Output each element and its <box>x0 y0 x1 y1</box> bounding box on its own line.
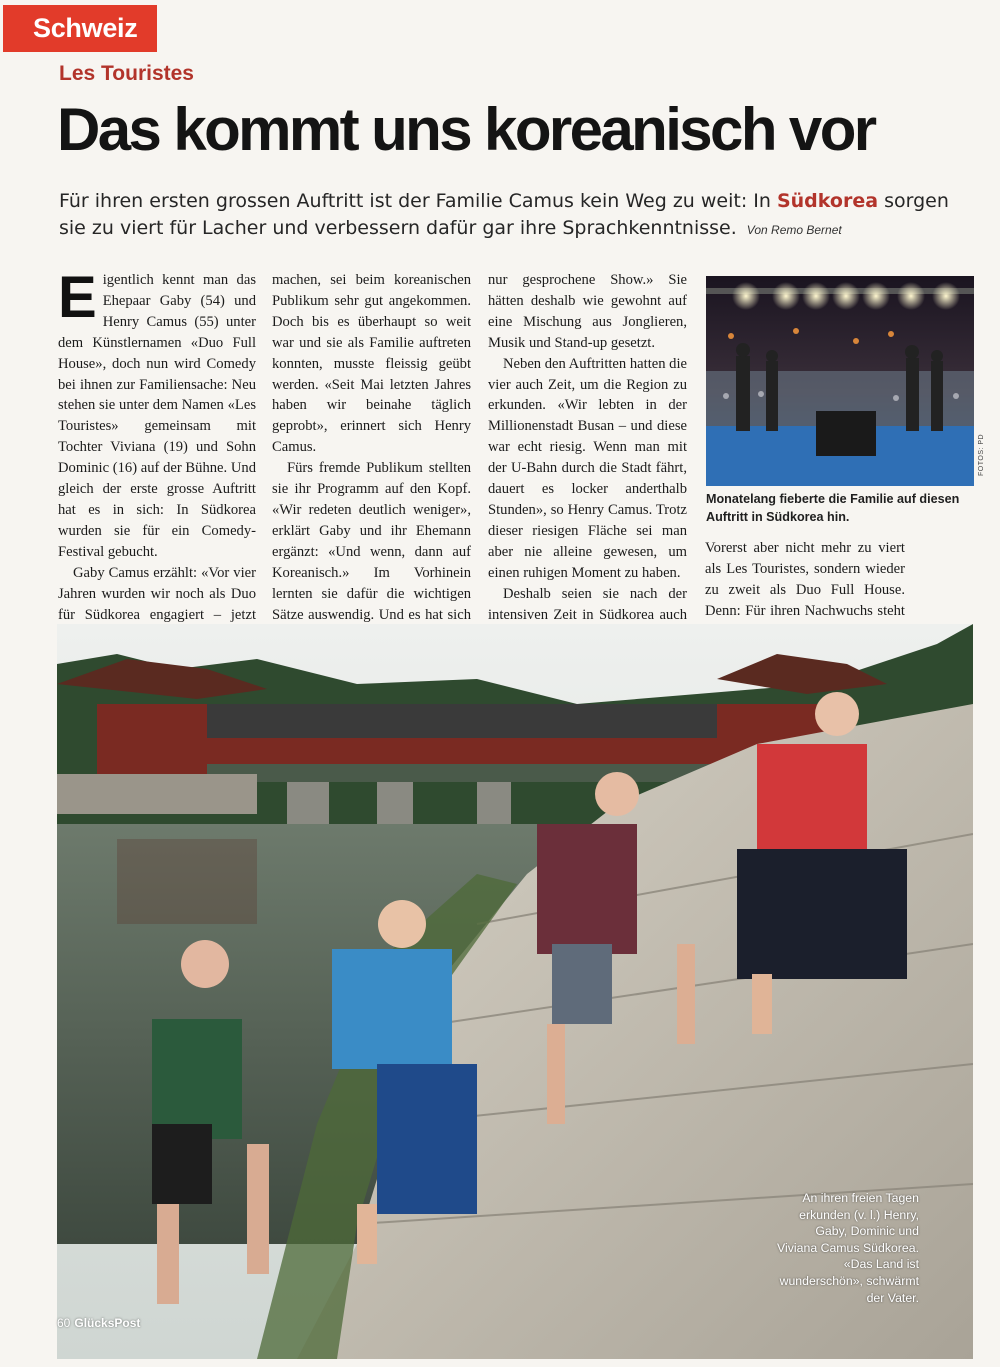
paragraph <box>58 265 256 563</box>
lead-text-start: Für ihren ersten grossen Auftritt ist der Familie Camus kein Weg zu weit: In <box>59 190 777 212</box>
byline: Von Remo Bernet <box>746 223 842 237</box>
lead-text-end: sorgen sie zu viert für Lacher und verbessern dafür gar ihre Sprachkenntnisse. <box>59 190 949 239</box>
section-label: Schweiz <box>33 13 138 43</box>
paragraph: Deshalb seien sie nach der intensiven Zeit in Südkorea auch <box>488 585 687 623</box>
concert-caption: Monatelang fieberte die Familie auf diesen Auftritt in Südkorea hin. <box>706 492 960 524</box>
photo-credit: FOTOS: PD <box>978 433 985 476</box>
headline: Das kommt uns koreanisch vor <box>57 96 875 163</box>
lead-paragraph <box>59 188 959 244</box>
dropcap: E <box>58 265 97 330</box>
concert-photo <box>706 276 974 486</box>
main-caption: An ihren freien Tagen erkunden (v. l.) Henry, Gaby, Dominic und Viviana Camus Südkorea. «Das Land ist wunderschön», schwärmt der Vater. <box>777 1191 919 1305</box>
section-tag <box>3 5 157 52</box>
paragraph: machen, sei beim koreanischen Publikum sehr gut angekommen. Doch bis es überhaupt so weit war und sie als Familie auftreten konnten, musste fleissig geübt werden. «Seit Mai letzten Jahres haben wir beinahe täglich geprobt», erinnert sich Henry Camus. <box>272 272 471 456</box>
concert-stage-image <box>706 276 974 486</box>
kicker: Les Touristes <box>59 62 194 85</box>
paragraph: Neben den Auftritten hatten die vier auch Zeit, um die Region zu erkunden. «Wir lebten in der Millionenstadt Busan – und diese war echt riesig. Wenn man mit der U-Bahn durch die Stadt fährt, dauert es locker anderthalb Stunden», so Henry Camus. Trotz dieser riesigen Fläche sei man aber nie alleine gewesen, um einen ruhigen Moment zu haben. <box>488 355 687 581</box>
paragraph-text: igentlich kennt man das Ehepaar Gaby (54) und Henry Camus (55) unter dem Künstlernamen «Duo Full House», doch nun wird Comedy bei ihnen zur Familiensache: Neu stehen sie unter dem Namen «Les Touristes» gemeinsam mit Tochter Viviana (19) und Sohn Dominic (16) auf der Bühne. Und gleich der erste grosse Auftritt hat es in sich: In Südkorea wurden sie für ein Comedy-Festival gebucht. <box>58 272 256 560</box>
paragraph-text: Vorerst aber nicht mehr zu viert als Les Touristes, sondern wieder zu zweit als Duo Full House. Denn: Für ihren Nachwuchs steht <box>705 540 905 619</box>
lead-highlight: Südkorea <box>776 190 879 212</box>
magazine-name: GlücksPost <box>74 1316 141 1330</box>
paragraph: Fürs fremde Publikum stellten sie ihr Programm auf den Kopf. «Wir redeten deutlich weniger», erklärt Gaby und ihr Ehemann ergänzt: «Und wenn, dann auf Koreanisch.» Im Vorhinein lernten sie dafür die wichtigen Sätze auswendig. Und es hat sich <box>272 460 471 623</box>
paragraph: Gaby Camus erzählt: «Vor vier Jahren wurden wir noch als Duo für Südkorea engagiert – jetzt <box>58 564 256 623</box>
page-footer <box>57 1316 140 1330</box>
page-number: 60 <box>57 1316 71 1330</box>
paragraph: nur gesprochene Show.» Sie hätten deshalb wie gewohnt auf eine Mischung aus Jonglieren, Musik und Stand-up gesetzt. <box>488 272 687 351</box>
